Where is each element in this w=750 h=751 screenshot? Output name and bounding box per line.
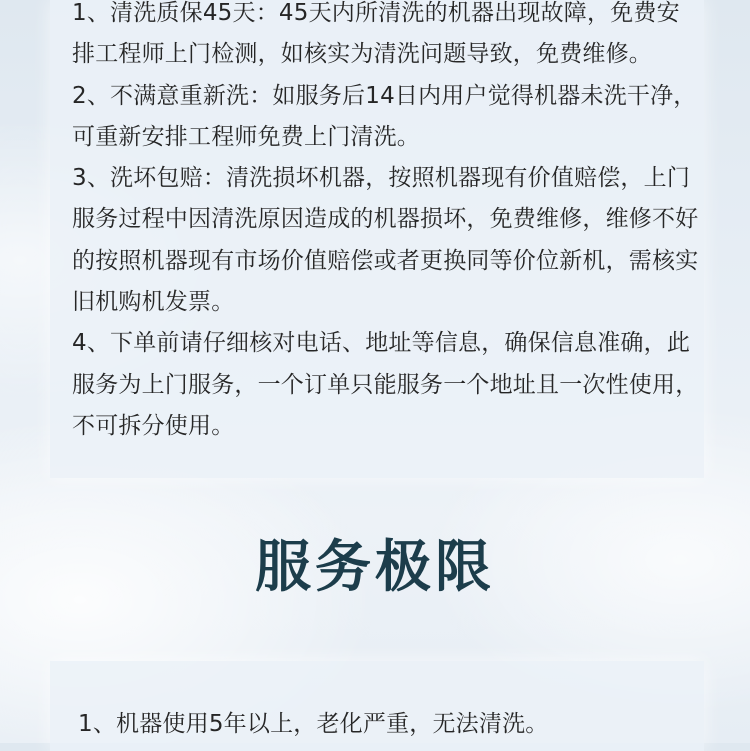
guarantee-term-2: 2、不满意重新洗：如服务后14日内用户觉得机器未洗干净，可重新安排工程师免费上门清洗。 [72,82,697,150]
guarantee-terms-list [72,0,702,447]
guarantee-term-1: 1、清洗质保45天：45天内所清洗的机器出现故障，免费安排工程师上门检测，如核实为清洗问题导致，免费维修。 [72,0,680,68]
service-limits-card [50,661,704,751]
guarantee-card [50,0,704,478]
service-limits-title: 服务极限 [255,535,495,600]
guarantee-term-3: 3、洗坏包赔：清洗损坏机器，按照机器现有价值赔偿，上门服务过程中因清洗原因造成的机器损坏，免费维修，维修不好的按照机器现有市场价值赔偿或者更换同等价位新机，需核实旧机购机发票。 [72,165,699,316]
guarantee-term-4: 4、下单前请仔细核对电话、地址等信息，确保信息准确，此服务为上门服务，一个订单只能服务一个地址且一次性使用，不可拆分使用。 [72,330,699,439]
service-limit-1: 1、机器使用5年以上，老化严重，无法清洗。 [78,711,549,737]
